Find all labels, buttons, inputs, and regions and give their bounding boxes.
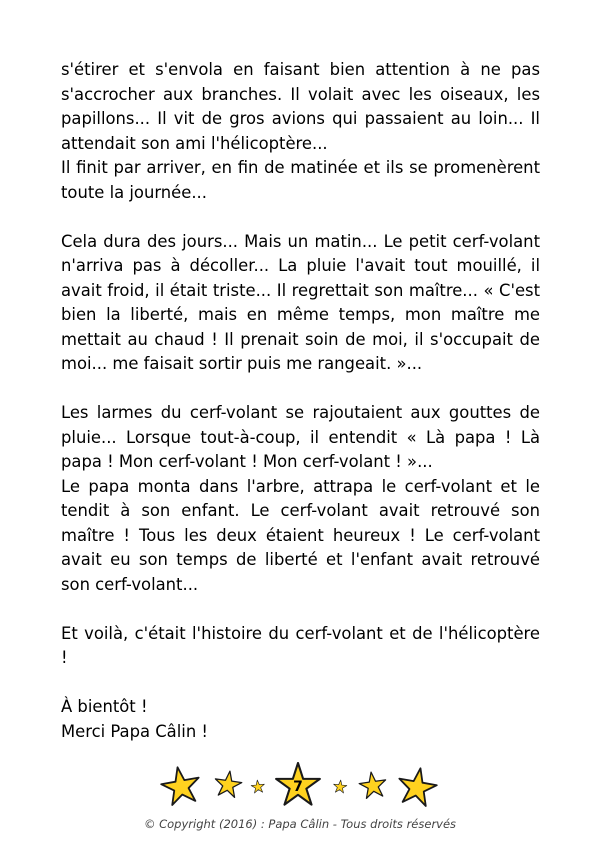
paragraph-6: Et voilà, c'était l'histoire du cerf-volant et de l'hélicoptère ! <box>61 623 540 667</box>
star-icon <box>159 764 203 806</box>
paragraph-1: s'étirer et s'envola en faisant bien attention à ne pas s'accrocher aux branches. Il volait avec les oiseaux, les papillons... Il vit de gros avions qui passaient au loin... Il attendait son ami l'hélicoptère... <box>61 60 540 153</box>
paragraph-3: Cela dura des jours... Mais un matin... Le petit cerf-volant n'arriva pas à décoller... La pluie l'avait tout mouillé, il avait froid, il était triste... Il regrettait son maître... « C'est bien la liberté, mais en même temps, mon maître me mettait au chaud ! Il prenait soin de moi, il s'occupait de moi... me faisait sortir puis me rangeait. »... <box>61 231 540 373</box>
star-icon <box>395 765 439 807</box>
story-text <box>61 58 540 744</box>
star-icon <box>213 769 243 798</box>
page-number: 7 <box>293 779 303 795</box>
star-icon <box>358 770 388 799</box>
footer-stars <box>0 762 600 812</box>
copyright-notice: © Copyright (2016) : Papa Câlin - Tous droits réservés <box>143 817 457 831</box>
sign-off-2: Merci Papa Câlin ! <box>61 721 208 741</box>
paragraph-5: Le papa monta dans l'arbre, attrapa le cerf-volant et le tendit à son enfant. Le cerf-volant avait retrouvé son maître ! Tous les deux étaient heureux ! Le cerf-volant avait eu son temps de liberté et l'enfant avait retrouvé son cerf-volant... <box>61 476 540 594</box>
paragraph-2: Il finit par arriver, en fin de matinée et ils se promenèrent toute la journée... <box>61 158 540 202</box>
sign-off-1: À bientôt ! <box>61 697 148 716</box>
paragraph-4: Les larmes du cerf-volant se rajoutaient aux gouttes de pluie... Lorsque tout-à-coup, il entendit « Là papa ! Là papa ! Mon cerf-volant ! Mon cerf-volant ! »... <box>61 403 540 471</box>
star-icon <box>333 779 348 793</box>
star-icon <box>251 779 266 793</box>
